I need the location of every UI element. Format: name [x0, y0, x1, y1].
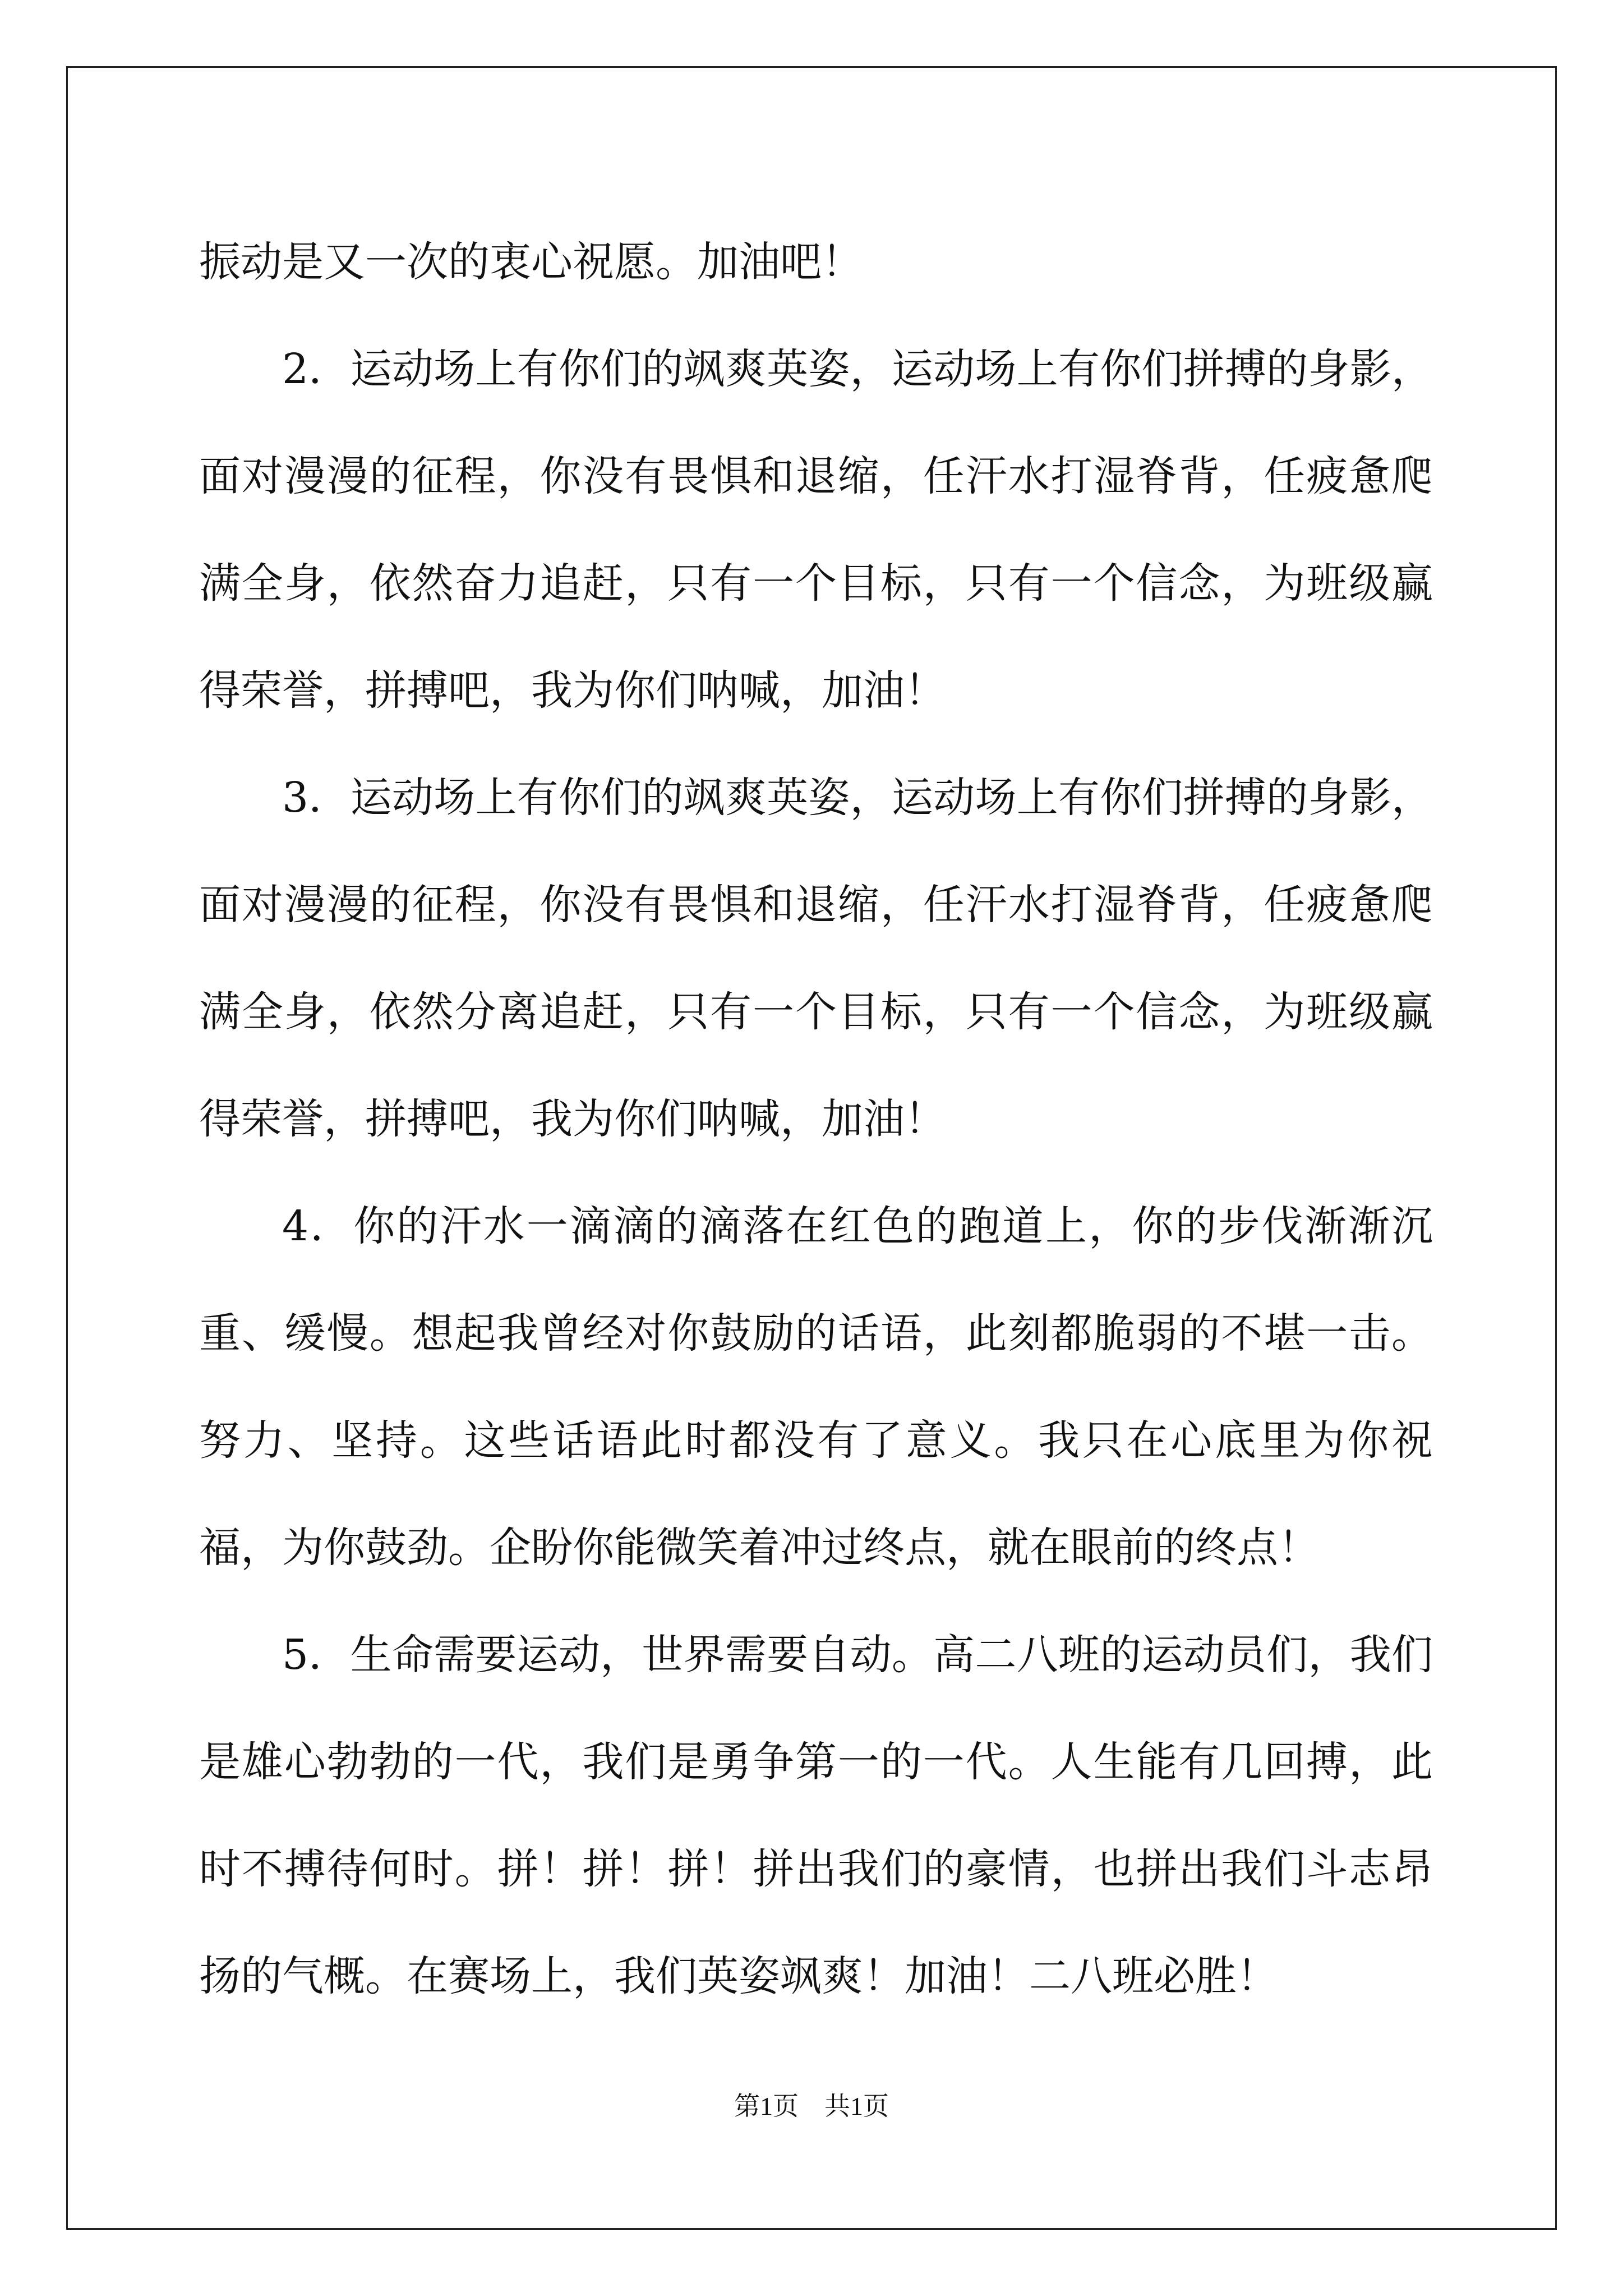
page-number: 第1页 — [734, 2092, 799, 2120]
document-body — [199, 209, 1433, 2030]
paragraph-item-3: 3．运动场上有你们的飒爽英姿，运动场上有你们拼搏的身影，面对漫漫的征程，你没有畏惧和退缩，任汗水打湿脊背，任疲惫爬满全身，依然分离追赶，只有一个目标，只有一个信念，为班级赢得荣誉，拼搏吧，我为你们呐喊，加油！ — [199, 774, 1433, 1143]
paragraph-item-5: 5．生命需要运动，世界需要自动。高二八班的运动员们，我们是雄心勃勃的一代，我们是勇争第一的一代。人生能有几回搏，此时不搏待何时。拼！拼！拼！拼出我们的豪情，也拼出我们斗志昂扬的气概。在赛场上，我们英姿飒爽！加油！二八班必胜！ — [199, 1631, 1433, 2000]
paragraph-item-2: 2．运动场上有你们的飒爽英姿，运动场上有你们拼搏的身影，面对漫漫的征程，你没有畏惧和退缩，任汗水打湿脊背，任疲惫爬满全身，依然奋力追赶，只有一个目标，只有一个信念，为班级赢得荣誉，拼搏吧，我为你们呐喊，加油！ — [199, 345, 1433, 715]
paragraph-item-4: 4．你的汗水一滴滴的滴落在红色的跑道上，你的步伐渐渐沉重、缓慢。想起我曾经对你鼓励的话语，此刻都脆弱的不堪一击。努力、坚持。这些话语此时都没有了意义。我只在心底里为你祝福，为你鼓劲。企盼你能微笑着冲过终点，就在眼前的终点！ — [199, 1202, 1433, 1572]
paragraph-continuation: 振动是又一次的衷心祝愿。加油吧！ — [199, 238, 863, 286]
page-total: 共1页 — [824, 2092, 889, 2120]
page-footer — [0, 2090, 1623, 2123]
